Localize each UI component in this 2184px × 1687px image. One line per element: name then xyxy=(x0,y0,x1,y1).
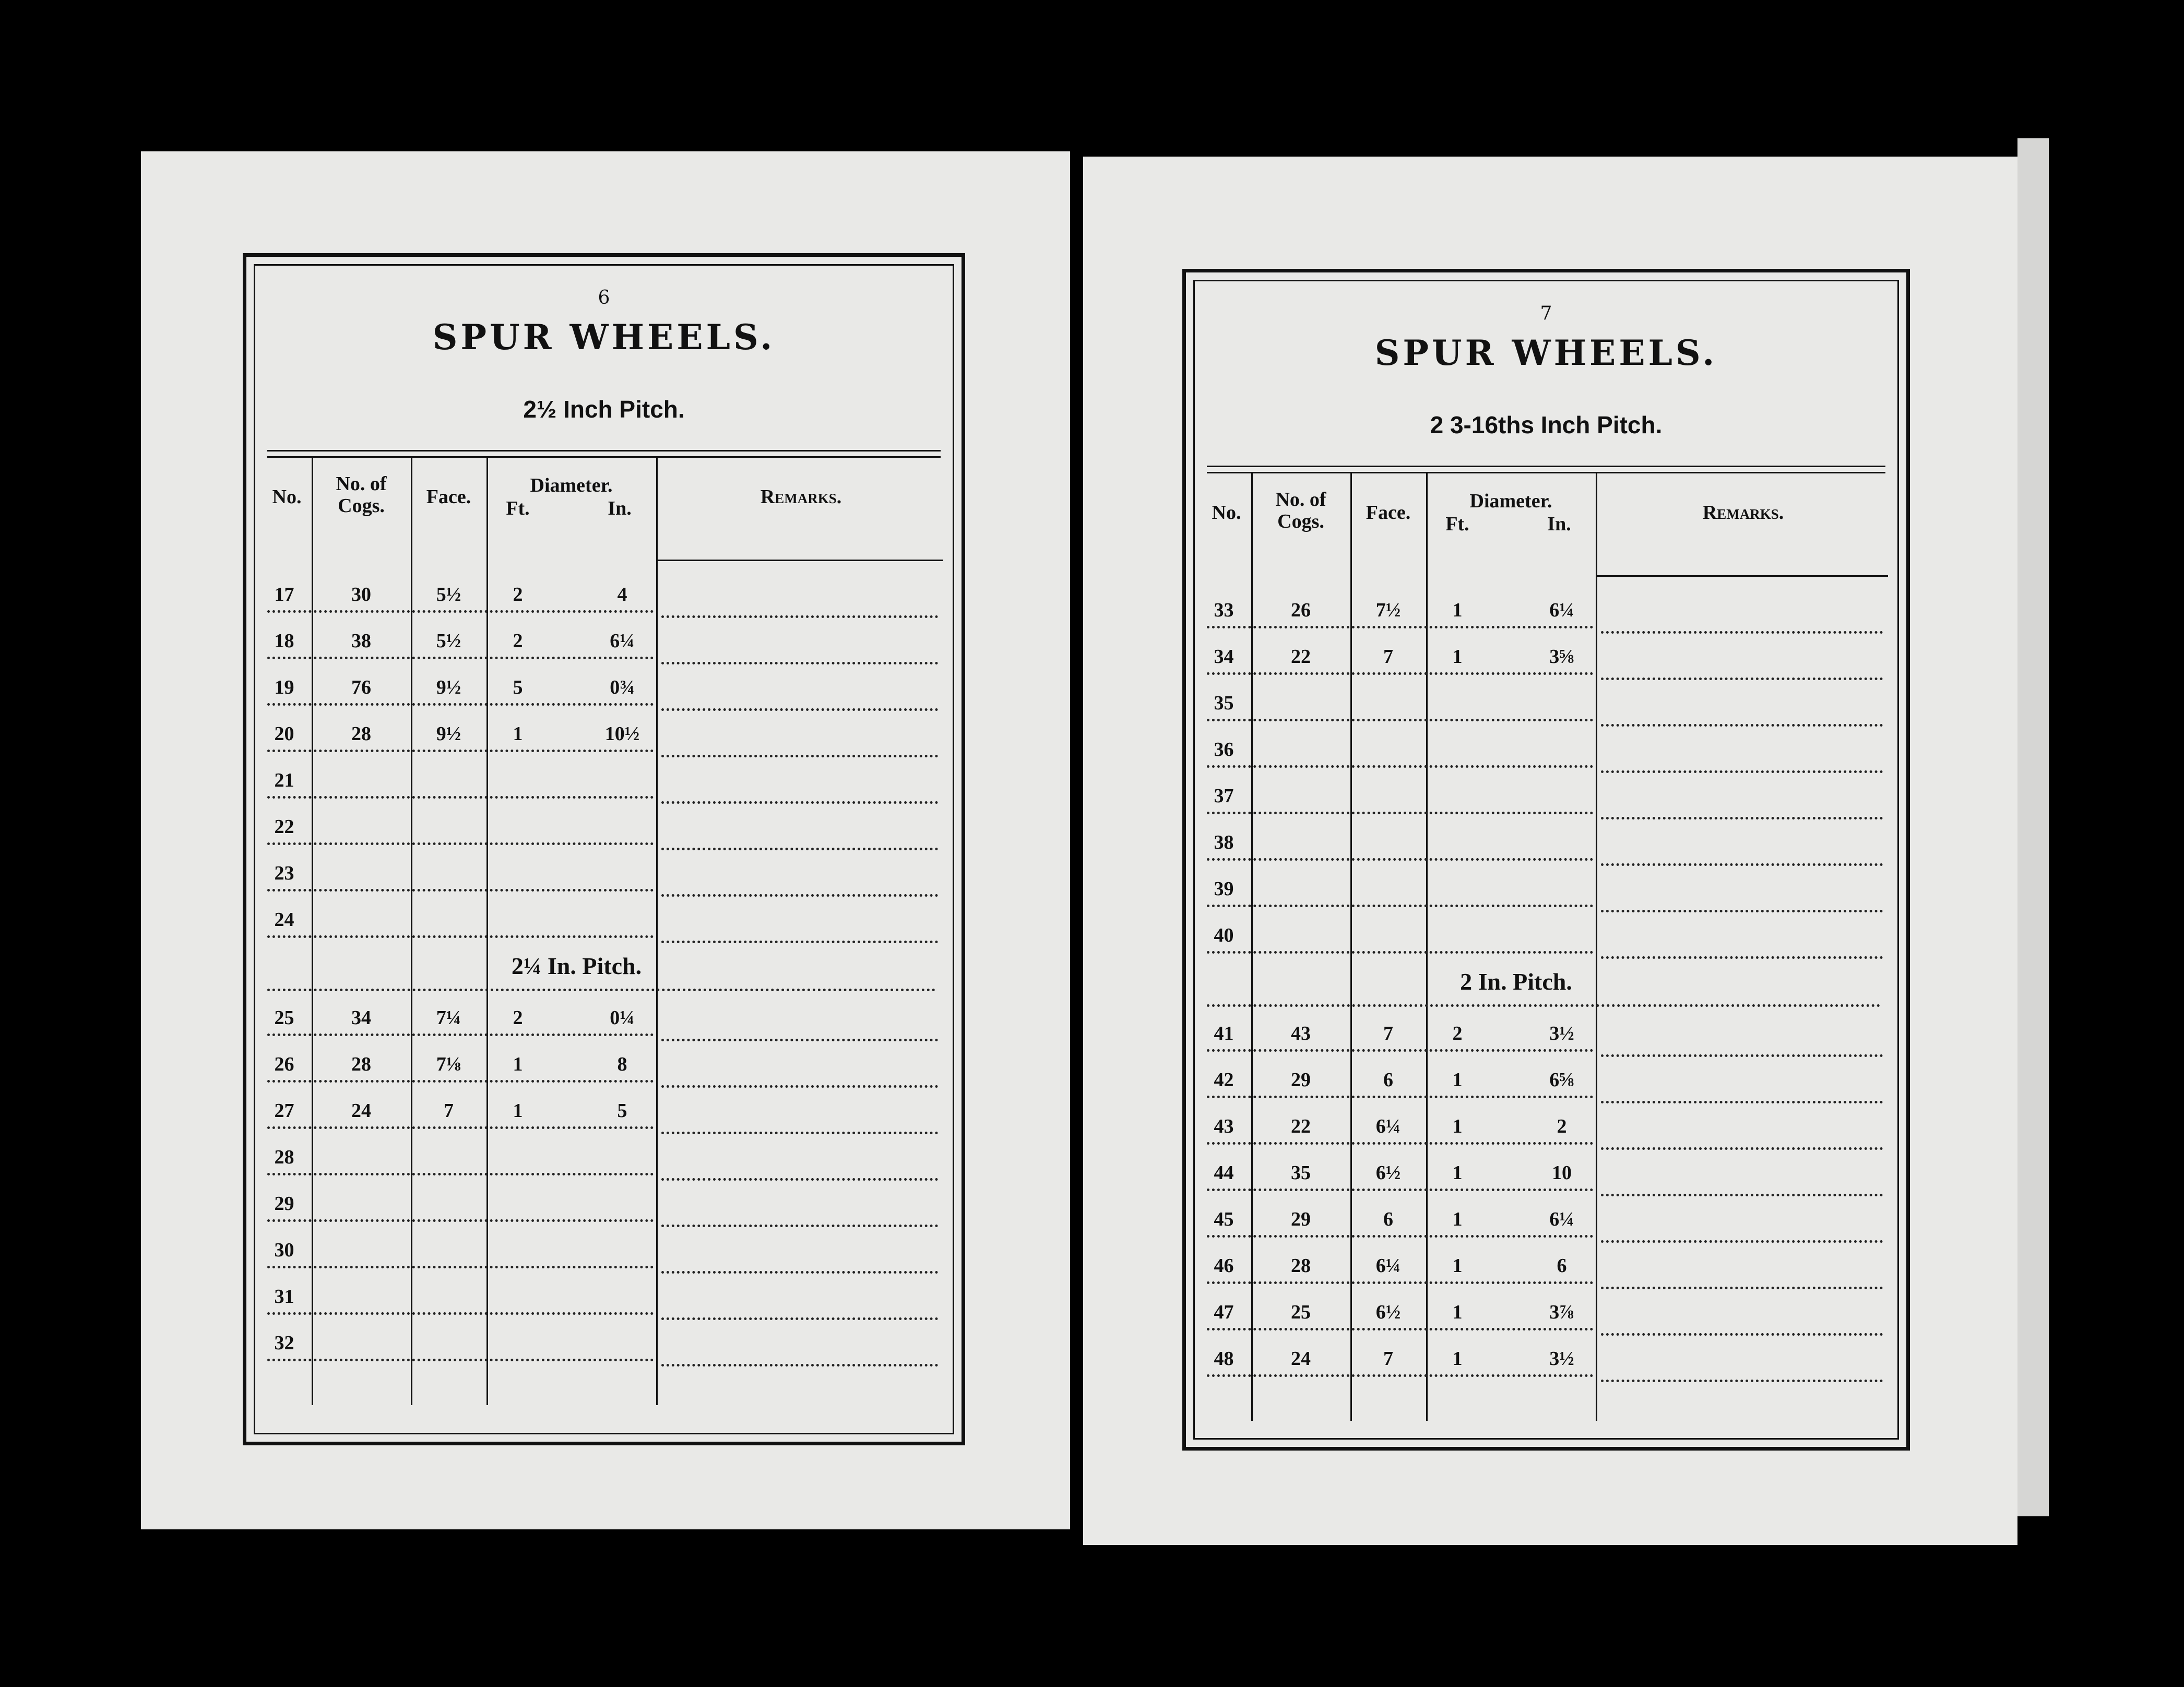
remarks-dotted-rule xyxy=(1601,817,1883,819)
row-face: 7½ xyxy=(1375,599,1401,621)
row-face: 7¼ xyxy=(436,1007,461,1029)
row-cogs: 29 xyxy=(1291,1208,1311,1230)
remarks-dotted-rule xyxy=(1601,956,1883,959)
remarks-dotted-rule xyxy=(1601,678,1883,680)
row-number: 48 xyxy=(1214,1348,1234,1370)
remarks-dotted-rule xyxy=(1601,1333,1883,1336)
row-number: 42 xyxy=(1214,1069,1234,1091)
remarks-dotted-rule xyxy=(1601,724,1883,727)
row-dotted-rule xyxy=(1207,1235,1593,1238)
row-face: 7 xyxy=(444,1100,454,1122)
header-no: No. xyxy=(272,486,302,508)
row-in: 0¼ xyxy=(610,1007,635,1029)
row-number: 21 xyxy=(274,769,294,791)
row-dotted-rule xyxy=(267,1033,654,1036)
column-rule xyxy=(656,458,658,1405)
row-cogs: 25 xyxy=(1291,1301,1311,1323)
header-no: No. xyxy=(1212,502,1241,524)
remarks-dotted-rule xyxy=(1601,910,1883,912)
row-ft: 2 xyxy=(513,630,523,652)
row-face: 9½ xyxy=(436,723,461,745)
remarks-dotted-rule xyxy=(1601,1287,1883,1289)
remarks-dotted-rule xyxy=(1601,1054,1883,1057)
header-cogs: No. of Cogs. xyxy=(1275,489,1326,532)
header-face: Face. xyxy=(1366,502,1411,524)
row-number: 47 xyxy=(1214,1301,1234,1323)
row-face: 7⅛ xyxy=(436,1053,461,1075)
row-in: 10½ xyxy=(604,723,640,745)
column-rule xyxy=(486,458,488,1405)
row-in: 3½ xyxy=(1549,1348,1574,1370)
remarks-dotted-rule xyxy=(661,1271,938,1274)
row-number: 38 xyxy=(1214,831,1234,853)
row-number: 17 xyxy=(274,584,294,605)
row-dotted-rule xyxy=(1207,765,1593,768)
row-number: 18 xyxy=(274,630,294,652)
row-cogs: 76 xyxy=(351,676,371,698)
page-number: 7 xyxy=(1540,303,1552,324)
row-number: 35 xyxy=(1214,692,1234,714)
row-face: 6½ xyxy=(1375,1162,1401,1184)
remarks-dotted-rule xyxy=(661,662,938,664)
remarks-dotted-rule xyxy=(1601,1101,1883,1103)
right-page-frame xyxy=(1182,269,1910,1451)
dotted-rule xyxy=(1207,1004,1880,1007)
row-ft: 1 xyxy=(513,1100,523,1122)
row-dotted-rule xyxy=(1207,626,1593,628)
remarks-dotted-rule xyxy=(1601,1240,1883,1243)
remarks-dotted-rule xyxy=(661,894,938,897)
row-dotted-rule xyxy=(1207,905,1593,907)
row-dotted-rule xyxy=(267,750,654,752)
remarks-dotted-rule xyxy=(661,1178,938,1181)
remarks-dotted-rule xyxy=(661,848,938,850)
page-number: 6 xyxy=(598,287,610,308)
row-dotted-rule xyxy=(267,889,654,892)
row-in: 6 xyxy=(1557,1255,1567,1277)
page-edges xyxy=(2017,138,2049,1516)
row-ft: 1 xyxy=(1452,1162,1463,1184)
row-ft: 1 xyxy=(1452,1208,1463,1230)
left-page-frame xyxy=(243,253,965,1445)
header-rule-top xyxy=(1207,466,1885,467)
row-cogs: 28 xyxy=(351,1053,371,1075)
row-dotted-rule xyxy=(1207,1374,1593,1377)
row-number: 33 xyxy=(1214,599,1234,621)
row-number: 44 xyxy=(1214,1162,1234,1184)
row-in: 6¼ xyxy=(610,630,635,652)
row-dotted-rule xyxy=(1207,1096,1593,1098)
remarks-dotted-rule xyxy=(661,1225,938,1227)
row-in: 6¼ xyxy=(1549,599,1574,621)
row-dotted-rule xyxy=(1207,1049,1593,1052)
row-face: 7 xyxy=(1383,1023,1393,1044)
row-cogs: 34 xyxy=(351,1007,371,1029)
row-in: 8 xyxy=(617,1053,627,1075)
header-rule-top-2 xyxy=(1207,472,1885,473)
row-ft: 1 xyxy=(1452,599,1463,621)
remarks-dotted-rule xyxy=(1601,863,1883,866)
header-diameter: Diameter. xyxy=(1469,490,1552,512)
header-rule-top-2 xyxy=(267,456,941,458)
row-cogs: 24 xyxy=(1291,1348,1311,1370)
row-number: 28 xyxy=(274,1146,294,1168)
row-ft: 1 xyxy=(1452,646,1463,668)
row-face: 6½ xyxy=(1375,1301,1401,1323)
header-in: In. xyxy=(1547,513,1571,535)
remarks-dotted-rule xyxy=(661,801,938,804)
row-in: 3⅞ xyxy=(1549,1301,1574,1323)
row-cogs: 26 xyxy=(1291,599,1311,621)
row-dotted-rule xyxy=(1207,858,1593,861)
header-underline xyxy=(1596,575,1888,577)
remarks-dotted-rule xyxy=(661,1364,938,1367)
page-title: SPUR WHEELS. xyxy=(1374,332,1718,373)
row-face: 6 xyxy=(1383,1208,1393,1230)
remarks-dotted-rule xyxy=(661,1132,938,1134)
row-ft: 1 xyxy=(1452,1301,1463,1323)
row-in: 5 xyxy=(617,1100,627,1122)
header-rule-top xyxy=(267,450,941,452)
row-dotted-rule xyxy=(267,610,654,613)
row-face: 5½ xyxy=(436,584,461,605)
row-cogs: 28 xyxy=(1291,1255,1311,1277)
row-number: 41 xyxy=(1214,1023,1234,1044)
section-pitch-label: 2¼ In. Pitch. xyxy=(511,953,642,979)
header-ft: Ft. xyxy=(1445,513,1469,535)
row-dotted-rule xyxy=(267,796,654,799)
row-number: 39 xyxy=(1214,878,1234,900)
row-dotted-rule xyxy=(267,842,654,845)
row-number: 36 xyxy=(1214,739,1234,761)
remarks-dotted-rule xyxy=(661,1039,938,1041)
row-face: 9½ xyxy=(436,676,461,698)
row-cogs: 22 xyxy=(1291,1115,1311,1137)
header-in: In. xyxy=(608,497,632,519)
row-cogs: 22 xyxy=(1291,646,1311,668)
row-dotted-rule xyxy=(267,935,654,938)
remarks-dotted-rule xyxy=(661,755,938,757)
row-number: 24 xyxy=(274,909,294,931)
row-number: 45 xyxy=(1214,1208,1234,1230)
remarks-dotted-rule xyxy=(1601,770,1883,773)
remarks-dotted-rule xyxy=(661,615,938,618)
header-underline xyxy=(656,560,943,561)
row-cogs: 28 xyxy=(351,723,371,745)
header-face: Face. xyxy=(426,486,471,508)
row-in: 4 xyxy=(617,584,627,605)
row-dotted-rule xyxy=(267,1219,654,1222)
row-dotted-rule xyxy=(1207,812,1593,814)
row-ft: 1 xyxy=(513,1053,523,1075)
row-dotted-rule xyxy=(267,1359,654,1361)
row-number: 40 xyxy=(1214,924,1234,946)
row-number: 37 xyxy=(1214,785,1234,807)
column-rule xyxy=(1596,473,1597,1421)
row-ft: 1 xyxy=(513,723,523,745)
row-number: 19 xyxy=(274,676,294,698)
header-remarks: Remarks. xyxy=(760,486,842,508)
column-rule xyxy=(1426,473,1428,1421)
row-ft: 2 xyxy=(513,584,523,605)
row-in: 0¾ xyxy=(610,676,635,698)
header-cogs: No. of Cogs. xyxy=(336,473,387,517)
remarks-dotted-rule xyxy=(661,1085,938,1088)
row-number: 31 xyxy=(274,1286,294,1308)
row-dotted-rule xyxy=(1207,1189,1593,1191)
header-remarks: Remarks. xyxy=(1702,502,1784,524)
remarks-dotted-rule xyxy=(1601,1194,1883,1196)
remarks-dotted-rule xyxy=(661,1317,938,1320)
row-cogs: 24 xyxy=(351,1100,371,1122)
row-in: 6⅝ xyxy=(1549,1069,1574,1091)
row-number: 22 xyxy=(274,816,294,838)
row-in: 10 xyxy=(1552,1162,1572,1184)
row-dotted-rule xyxy=(267,1266,654,1268)
row-number: 25 xyxy=(274,1007,294,1029)
row-face: 6 xyxy=(1383,1069,1393,1091)
remarks-dotted-rule xyxy=(1601,1380,1883,1382)
row-ft: 2 xyxy=(513,1007,523,1029)
row-ft: 1 xyxy=(1452,1115,1463,1137)
row-number: 43 xyxy=(1214,1115,1234,1137)
row-dotted-rule xyxy=(1207,719,1593,721)
row-cogs: 29 xyxy=(1291,1069,1311,1091)
row-dotted-rule xyxy=(267,1173,654,1175)
row-cogs: 38 xyxy=(351,630,371,652)
remarks-dotted-rule xyxy=(661,941,938,943)
row-in: 3⅝ xyxy=(1549,646,1574,668)
row-in: 2 xyxy=(1557,1115,1567,1137)
remarks-dotted-rule xyxy=(661,708,938,711)
row-dotted-rule xyxy=(267,1126,654,1129)
row-dotted-rule xyxy=(267,657,654,659)
row-number: 30 xyxy=(274,1239,294,1261)
row-face: 6¼ xyxy=(1375,1115,1401,1137)
row-dotted-rule xyxy=(1207,1328,1593,1330)
row-face: 7 xyxy=(1383,646,1393,668)
row-number: 32 xyxy=(274,1332,294,1354)
row-dotted-rule xyxy=(267,1080,654,1083)
row-number: 27 xyxy=(274,1100,294,1122)
header-ft: Ft. xyxy=(506,497,530,519)
dotted-rule xyxy=(267,989,935,991)
row-dotted-rule xyxy=(1207,1142,1593,1145)
row-ft: 1 xyxy=(1452,1255,1463,1277)
row-ft: 1 xyxy=(1452,1348,1463,1370)
row-dotted-rule xyxy=(1207,951,1593,954)
row-ft: 2 xyxy=(1452,1023,1463,1044)
row-dotted-rule xyxy=(1207,1281,1593,1284)
page-title: SPUR WHEELS. xyxy=(432,317,776,358)
row-number: 26 xyxy=(274,1053,294,1075)
row-dotted-rule xyxy=(1207,672,1593,675)
row-face: 5½ xyxy=(436,630,461,652)
row-number: 23 xyxy=(274,862,294,884)
pitch-subtitle: 2 3-16ths Inch Pitch. xyxy=(1430,411,1663,438)
row-dotted-rule xyxy=(267,703,654,706)
row-in: 6¼ xyxy=(1549,1208,1574,1230)
row-cogs: 30 xyxy=(351,584,371,605)
row-ft: 5 xyxy=(513,676,523,698)
row-number: 46 xyxy=(1214,1255,1234,1277)
section-pitch-label: 2 In. Pitch. xyxy=(1460,968,1572,995)
row-face: 7 xyxy=(1383,1348,1393,1370)
row-number: 34 xyxy=(1214,646,1234,668)
remarks-dotted-rule xyxy=(1601,631,1883,634)
row-ft: 1 xyxy=(1452,1069,1463,1091)
row-dotted-rule xyxy=(267,1312,654,1315)
remarks-dotted-rule xyxy=(1601,1147,1883,1150)
row-number: 20 xyxy=(274,723,294,745)
pitch-subtitle: 2½ Inch Pitch. xyxy=(523,396,685,423)
header-diameter: Diameter. xyxy=(530,474,613,496)
row-number: 29 xyxy=(274,1193,294,1215)
row-in: 3½ xyxy=(1549,1023,1574,1044)
row-face: 6¼ xyxy=(1375,1255,1401,1277)
row-cogs: 43 xyxy=(1291,1023,1311,1044)
row-cogs: 35 xyxy=(1291,1162,1311,1184)
